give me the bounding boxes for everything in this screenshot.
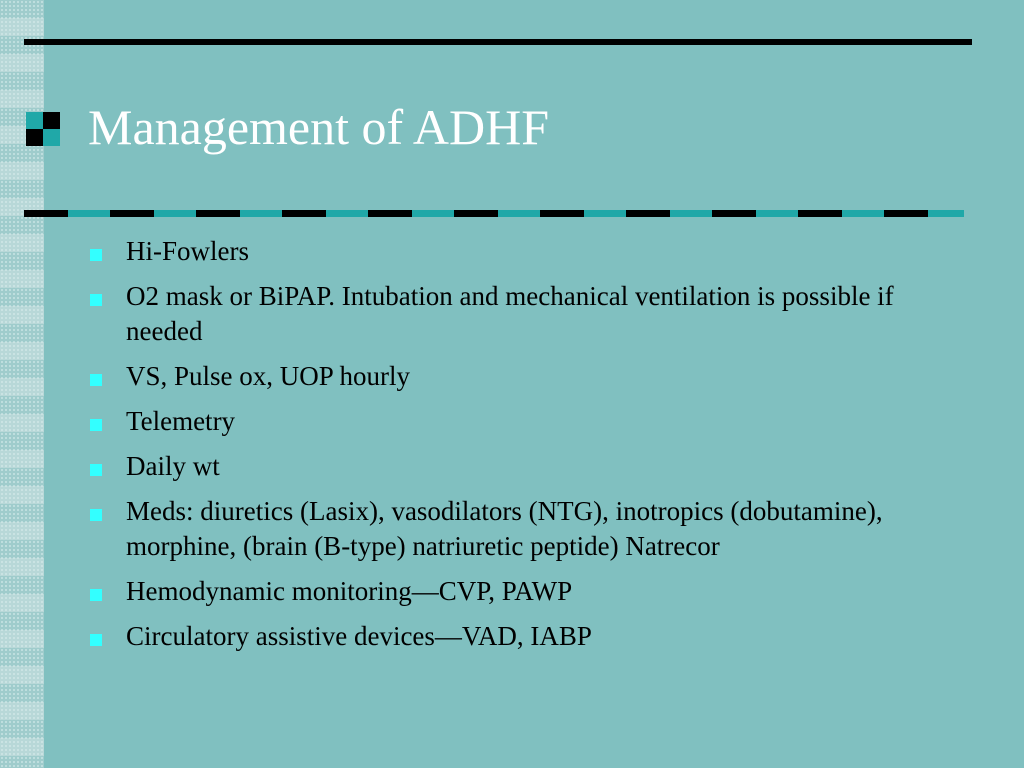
slide-title: Management of ADHF bbox=[88, 99, 550, 155]
square-bullet-icon bbox=[90, 294, 102, 306]
title-square-bullet-icon bbox=[26, 112, 60, 146]
top-rule bbox=[24, 39, 972, 45]
square-bullet-icon bbox=[90, 464, 102, 476]
bullet-item: VS, Pulse ox, UOP hourly bbox=[88, 359, 948, 394]
dashed-divider bbox=[24, 210, 964, 217]
bullet-list bbox=[88, 234, 948, 664]
square-bullet-icon bbox=[90, 419, 102, 431]
square-bullet-icon bbox=[90, 249, 102, 261]
bullet-item: O2 mask or BiPAP. Intubation and mechanical ventilation is possible if needed bbox=[88, 279, 948, 349]
bullet-item: Hi-Fowlers bbox=[88, 234, 948, 269]
square-bullet-icon bbox=[90, 374, 102, 386]
bullet-item: Daily wt bbox=[88, 449, 948, 484]
bullet-item: Hemodynamic monitoring—CVP, PAWP bbox=[88, 574, 948, 609]
bullet-item: Meds: diuretics (Lasix), vasodilators (NTG), inotropics (dobutamine), morphine, (brain (B-type) natriuretic peptide) Natrecor bbox=[88, 494, 948, 564]
square-bullet-icon bbox=[90, 634, 102, 646]
bullet-item: Telemetry bbox=[88, 404, 948, 439]
square-bullet-icon bbox=[90, 589, 102, 601]
bullet-item: Circulatory assistive devices—VAD, IABP bbox=[88, 619, 948, 654]
square-bullet-icon bbox=[90, 509, 102, 521]
